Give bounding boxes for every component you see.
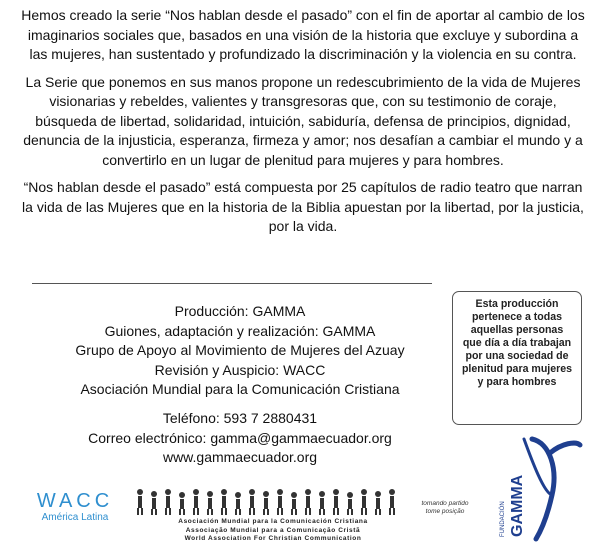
credit-production: Producción: GAMMA	[174, 303, 306, 319]
tagline-es: tomando partido	[421, 500, 469, 507]
association-name-en: World Association For Christian Communication	[184, 535, 362, 542]
wacc-logo-sub: América Latina	[41, 512, 109, 523]
wacc-logo	[30, 490, 120, 524]
credits-block	[45, 302, 435, 400]
gamma-logo-foundation: FUNDACIÓN	[500, 501, 506, 537]
gamma-foundation-logo	[492, 433, 584, 543]
contact-email[interactable]: Correo electrónico: gamma@gammaecuador.org	[88, 429, 392, 446]
people-figures-logo	[134, 486, 399, 516]
contact-block	[45, 409, 435, 468]
intro-paragraph-2: La Serie que ponemos en sus manos propone un redescubrimiento de la vida de Mujeres visionarias y rebeldes, valientes y transgresoras que, con su testimonio de coraje, búsqueda de libertad, solidaridad, intuición, sabiduría, defensa de principios, dignidad, denuncia de la injusticia, esperanza, firmeza y amor; nos desafían a cambiar el mundo y a convertirlo en un lugar de plenitud para mujeres y para hombres.	[23, 73, 583, 168]
gamma-logo-name: GAMMA	[509, 474, 526, 537]
credit-support-group: Grupo de Apoyo al Movimiento de Mujeres del Azuay	[75, 342, 405, 358]
wacc-logo-name: WACC	[36, 490, 114, 512]
tagline-pt: tome posição	[425, 508, 465, 515]
association-names	[128, 518, 418, 544]
contact-website[interactable]: www.gammaecuador.org	[162, 449, 318, 465]
credit-association: Asociación Mundial para la Comunicación Cristiana	[80, 381, 400, 397]
association-tagline	[410, 500, 480, 516]
intro-paragraph-3: “Nos hablan desde el pasado” está compuesta por 25 capítulos de radio teatro que narran la vida de las Mujeres que en la historia de la Biblia apuestan por la libertad, por la justicia, por la vida.	[22, 179, 584, 234]
association-name-pt: Associação Mundial para a Comunicação Cristã	[185, 526, 361, 534]
association-name-es: Asociación Mundial para la Comunicación Cristiana	[178, 518, 368, 525]
contact-phone: Teléfono: 593 7 2880431	[162, 410, 318, 426]
credit-scripts: Guiones, adaptación y realización: GAMMA	[104, 322, 376, 339]
section-divider	[32, 283, 432, 284]
dedication-note: Esta producción pertenece a todas aquellas personas que día a día trabajan por una sociedad de plenitud para mujeres y para hombres	[452, 291, 582, 425]
intro-paragraph-1: Hemos creado la serie “Nos hablan desde el pasado” con el fin de aportar al cambio de los imaginarios sociales que, basados en una visión de la historia que excluye y subordina a las mujeres, han sustentado y profundizado la discriminación y la violencia en su contra.	[21, 7, 585, 62]
credit-review: Revisión y Auspicio: WACC	[154, 361, 326, 378]
intro-text	[20, 6, 586, 245]
